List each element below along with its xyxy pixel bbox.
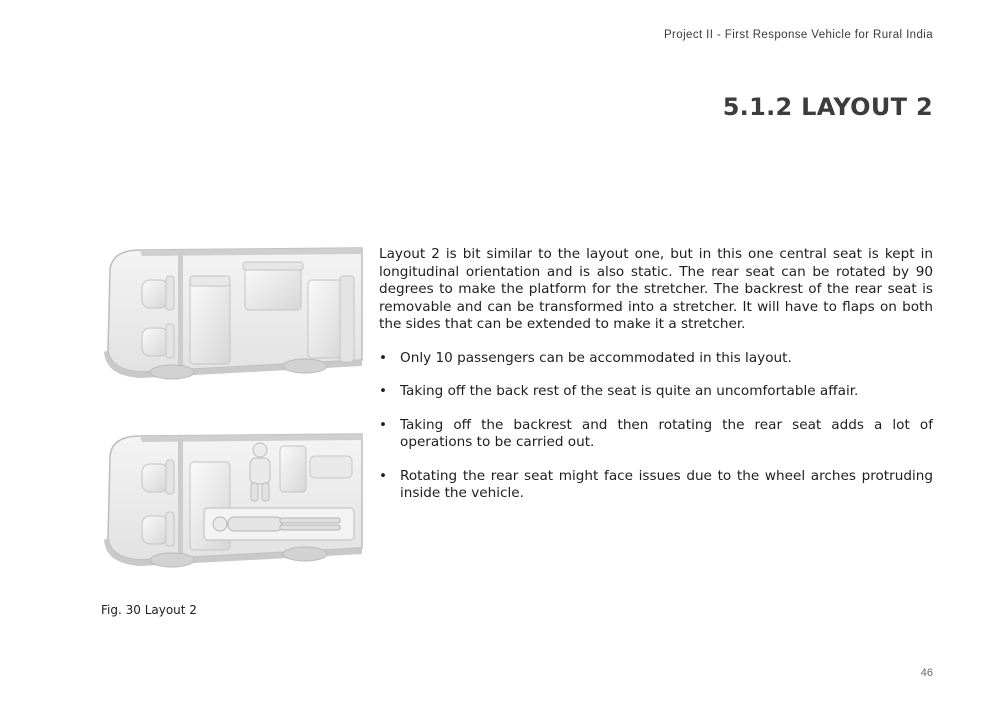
list-item: [379, 468, 933, 503]
vehicle-layout-stretcher-icon: [104, 434, 362, 567]
figure-caption: Fig. 30 Layout 2: [101, 603, 197, 617]
bullet-icon: •: [379, 416, 388, 433]
section-title: 5.1.2 LAYOUT 2: [722, 93, 933, 121]
list-item: [379, 383, 933, 401]
bullet-icon: •: [379, 383, 388, 399]
list-item-text: Taking off the back rest of the seat is quite an uncomfortable affair.: [400, 383, 859, 399]
figure-layout-2: [100, 240, 370, 592]
running-header: Project II - First Response Vehicle for Rural India: [663, 29, 933, 41]
list-item-text: Rotating the rear seat might face issues due to the wheel arches protruding inside the vehicle.: [400, 467, 933, 501]
page-number: 46: [920, 667, 933, 679]
bullet-icon: •: [379, 349, 388, 366]
list-item: [379, 417, 933, 452]
bullet-icon: •: [379, 467, 388, 484]
intro-paragraph: Layout 2 is bit similar to the layout one, but in this one central seat is kept in longitudinal orientation and is also static. The rear seat can be rotated by 90 degrees to make the platform for the stretcher. The backrest of the rear seat is removable and can be transformed into a stretcher. It will have to flaps on both the sides that can be extended to make it a stretcher.: [379, 246, 933, 332]
list-item: [379, 350, 933, 368]
list-item-text: Taking off the backrest and then rotating the rear seat adds a lot of operations to be carried out.: [400, 416, 933, 450]
vehicle-layout-seats-icon: [104, 248, 362, 379]
body-text: [379, 246, 933, 519]
list-item-text: Only 10 passengers can be accommodated in this layout.: [400, 349, 792, 366]
bullet-list: [379, 350, 933, 503]
